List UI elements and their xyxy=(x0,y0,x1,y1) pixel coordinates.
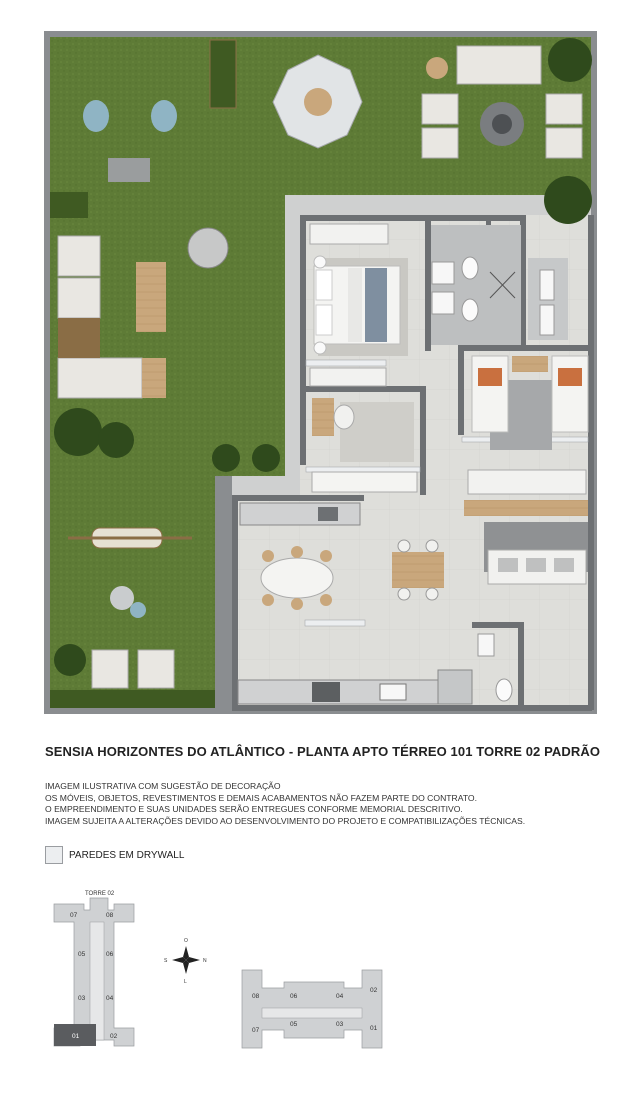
toilet-1 xyxy=(462,257,478,279)
torre-02-plan xyxy=(54,891,134,1046)
compass-east: N xyxy=(203,958,207,964)
cooktop xyxy=(312,682,340,702)
unit-label: 04 xyxy=(106,995,114,1002)
legend xyxy=(45,846,184,864)
ottoman-2 xyxy=(130,602,146,618)
compass-rose xyxy=(164,938,207,985)
torre-02-label: TORRE 02 xyxy=(85,891,115,897)
hedge xyxy=(50,690,215,708)
unit-label: 08 xyxy=(106,912,114,919)
hedge-block xyxy=(50,192,88,218)
nightstand-lamp-2 xyxy=(314,342,326,354)
wc-sink xyxy=(478,634,494,656)
tv-console xyxy=(464,500,588,516)
kitchen-sink-2 xyxy=(380,684,406,700)
unit-label: 05 xyxy=(78,951,86,958)
lounge-chair-2 xyxy=(151,100,177,132)
round-armchair xyxy=(188,228,228,268)
bath-sink-1 xyxy=(432,262,454,284)
torre-01-core xyxy=(262,1008,362,1018)
drywall-swatch xyxy=(45,846,63,864)
page-title: SENSIA HORIZONTES DO ATLÂNTICO - PLANTA APTO TÉRREO 101 TORRE 02 PADRÃO xyxy=(45,744,601,759)
kitchen-counter-top xyxy=(240,503,360,525)
sunbed-1 xyxy=(92,650,128,688)
sofa xyxy=(488,550,586,584)
twin-bed-left xyxy=(472,356,508,432)
unit-label: 02 xyxy=(370,987,378,994)
wardrobe-2 xyxy=(310,368,386,386)
study-desk xyxy=(312,398,334,436)
deck-grid xyxy=(58,318,100,358)
bench xyxy=(108,158,150,182)
unit-label: 02 xyxy=(110,1033,118,1040)
unit-label: 07 xyxy=(70,912,78,919)
unit-label: 08 xyxy=(252,993,260,1000)
disclaimer-line: OS MÓVEIS, OBJETOS, REVESTIMENTOS E DEMAIS ACABAMENTOS NÃO FAZEM PARTE DO CONTRATO. xyxy=(45,792,477,803)
unit-label: 06 xyxy=(290,993,298,1000)
unit-label: 01 xyxy=(370,1025,378,1032)
unit-label: 04 xyxy=(336,993,344,1000)
dining-table-oval xyxy=(261,546,333,610)
nightstand-lamp xyxy=(314,256,326,268)
compass-north: O xyxy=(184,938,188,944)
unit-label: 06 xyxy=(106,951,114,958)
unit-label-highlighted: 01 xyxy=(72,1033,80,1040)
disclaimer-line: O EMPREENDIMENTO E SUAS UNIDADES SERÃO ENTREGUES CONFORME MEMORIAL DESCRITIVO. xyxy=(45,804,463,815)
disclaimer xyxy=(45,781,525,828)
bath-sink-2 xyxy=(432,292,454,314)
wc-toilet xyxy=(496,679,512,701)
disclaimer-line: IMAGEM ILUSTRATIVA COM SUGESTÃO DE DECORAÇÃO xyxy=(45,781,281,791)
lounge-chair-1 xyxy=(83,100,109,132)
bathroom-floor xyxy=(431,225,521,345)
laundry-counter xyxy=(312,472,417,492)
unit-label: 05 xyxy=(290,1021,298,1028)
double-bed xyxy=(314,266,400,344)
torre-01-plan xyxy=(242,970,382,1048)
ottoman-1 xyxy=(110,586,134,610)
twin-wardrobe xyxy=(468,470,586,494)
unit-label: 03 xyxy=(78,995,86,1002)
toilet-2 xyxy=(462,299,478,321)
fridge xyxy=(438,670,472,704)
key-plan xyxy=(40,880,400,1060)
torre-02-core xyxy=(90,922,104,1040)
side-table xyxy=(136,262,166,332)
twin-bed-right xyxy=(552,356,588,432)
sunbed-2 xyxy=(138,650,174,688)
twin-nightstand xyxy=(512,356,548,372)
unit-label: 03 xyxy=(336,1021,344,1028)
disclaimer-line: IMAGEM SUJEITA A ALTERAÇÕES DEVIDO AO DESENVOLVIMENTO DO PROJETO E COMPATIBILIZAÇÕES TÉCNICAS. xyxy=(45,816,526,827)
kitchen-sink xyxy=(318,507,338,521)
legend-label: PAREDES EM DRYWALL xyxy=(69,849,185,861)
compass-west: S xyxy=(164,958,168,964)
study-chair xyxy=(334,405,354,429)
wardrobe xyxy=(310,224,388,244)
planter-box xyxy=(210,40,236,108)
unit-label: 07 xyxy=(252,1027,260,1034)
compass-south: L xyxy=(184,979,187,985)
